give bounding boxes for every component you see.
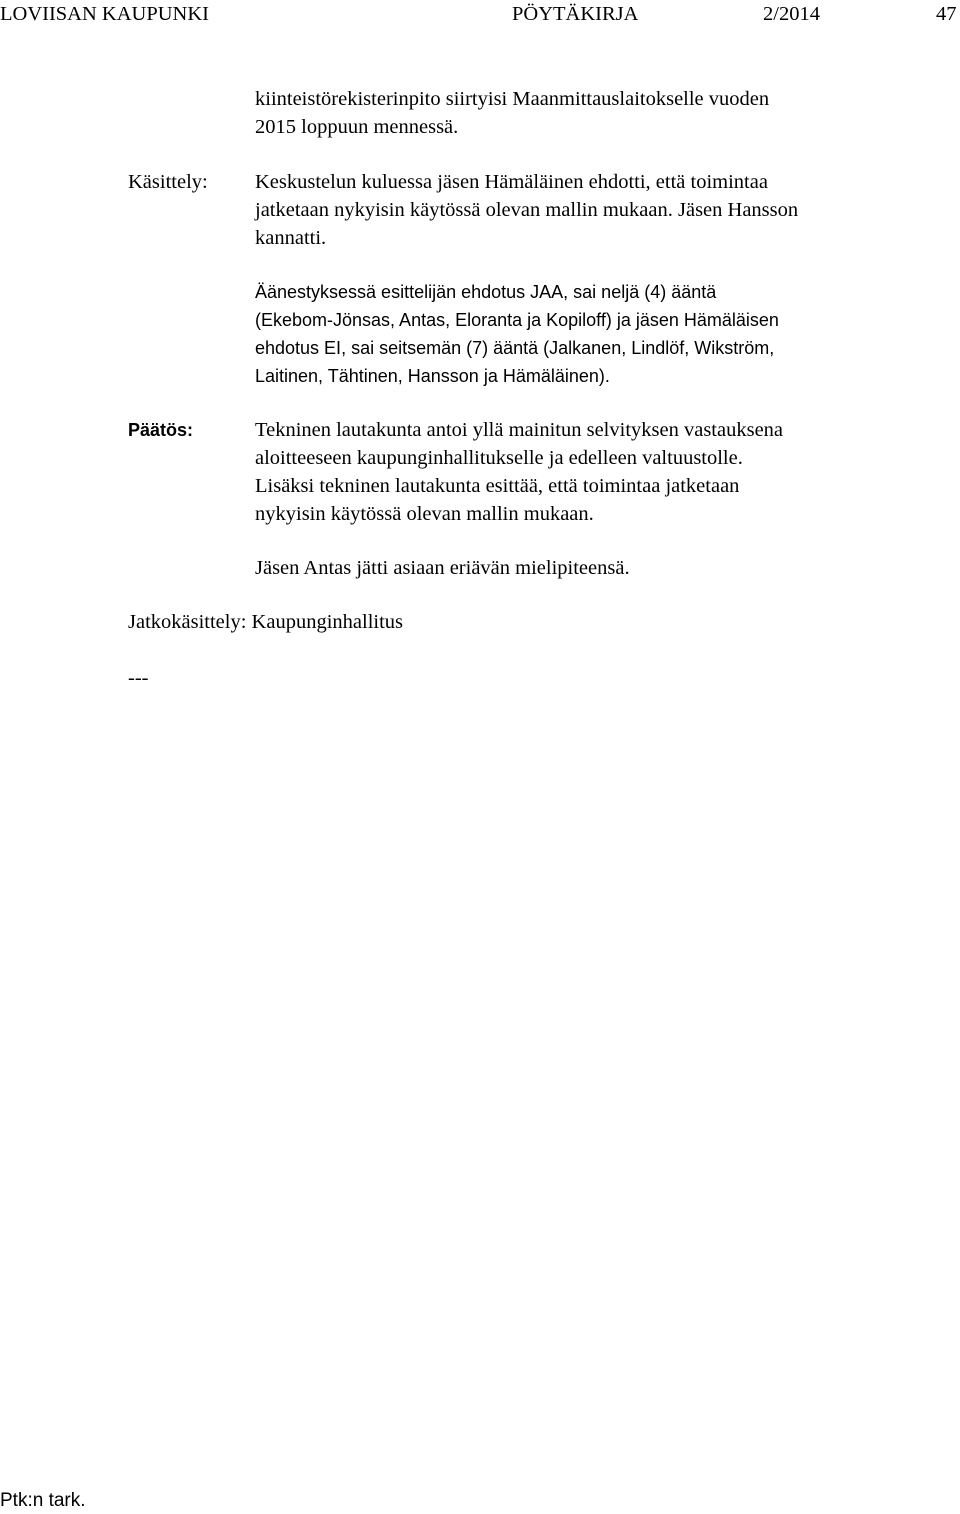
vote-line: Laitinen, Tähtinen, Hansson ja Hämäläinen).	[255, 366, 610, 386]
separator: ---	[128, 667, 149, 689]
vote-line: ehdotus EI, sai seitsemän (7) ääntä (Jalkanen, Lindlöf, Wikström,	[255, 338, 775, 358]
paatos-line: aloitteeseen kaupunginhallitukselle ja edelleen valtuustolle.	[255, 447, 743, 469]
header-organization: LOVIISAN KAUPUNKI	[0, 3, 209, 25]
intro-line: 2015 loppuun mennessä.	[255, 116, 459, 138]
vote-paragraph	[255, 278, 935, 390]
kasittely-line: Keskustelun kuluessa jäsen Hämäläinen ehdotti, että toimintaa	[255, 171, 768, 193]
kasittely-line: jatketaan nykyisin käytössä olevan mallin mukaan. Jäsen Hansson	[255, 199, 799, 221]
kasittely-label: Käsittely:	[128, 171, 208, 193]
header-document-number: 2/2014	[763, 3, 820, 25]
paatos-paragraph	[255, 416, 935, 528]
header-document-type: PÖYTÄKIRJA	[512, 3, 639, 25]
kasittely-line: kannatti.	[255, 227, 327, 249]
paatos-line: Tekninen lautakunta antoi yllä mainitun selvityksen vastauksena	[255, 419, 784, 441]
paatos-line: nykyisin käytössä olevan mallin mukaan.	[255, 503, 594, 525]
intro-line: kiinteistörekisterinpito siirtyisi Maanmittauslaitokselle vuoden	[255, 88, 770, 110]
jatkokasittely-line: Jatkokäsittely: Kaupunginhallitus	[128, 611, 404, 633]
paatos-line: Lisäksi tekninen lautakunta esittää, että toimintaa jatketaan	[255, 475, 740, 497]
vote-line: Äänestyksessä esittelijän ehdotus JAA, sai neljä (4) ääntä	[255, 282, 717, 302]
dissent-line: Jäsen Antas jätti asiaan eriävän mielipiteensä.	[255, 557, 630, 579]
dissent-paragraph	[255, 554, 935, 582]
footer-ptk-tark: Ptk:n tark.	[0, 1490, 86, 1511]
intro-paragraph	[255, 85, 935, 141]
paatos-label: Päätös:	[128, 420, 194, 440]
kasittely-paragraph	[255, 168, 935, 252]
header-page-number: 47	[936, 3, 957, 25]
vote-line: (Ekebom-Jönsas, Antas, Eloranta ja Kopiloff) ja jäsen Hämäläisen	[255, 310, 779, 330]
